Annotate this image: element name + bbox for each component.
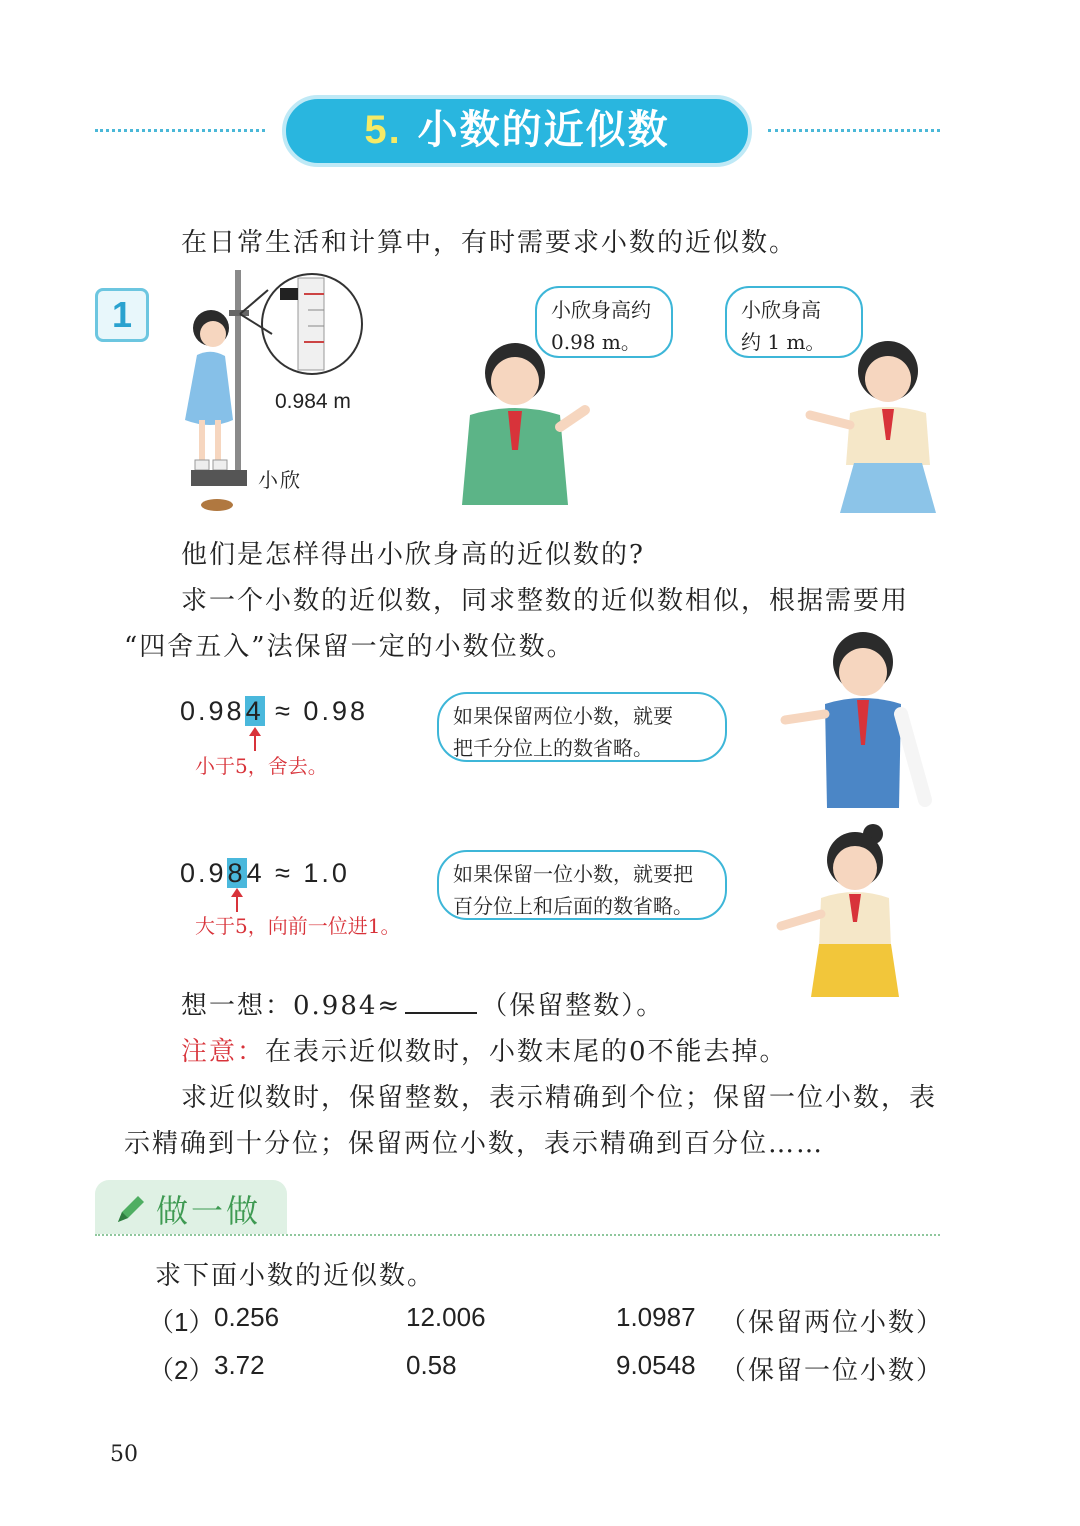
row1-note: （保留两位小数） xyxy=(720,1308,945,1338)
notice-body: 在表示近似数时，小数末尾的0不能去掉。 xyxy=(265,1037,788,1067)
example-number-badge: 1 xyxy=(95,288,149,342)
row2-note: （保留一位小数） xyxy=(720,1356,945,1386)
girl-bubble-line1: 小欣身高 xyxy=(741,298,821,322)
think-question xyxy=(181,985,664,1022)
answer-blank[interactable] xyxy=(405,988,477,1014)
section-title xyxy=(282,95,752,167)
think-suffix: （保留整数）。 xyxy=(481,991,665,1021)
rounding1-arrow xyxy=(254,735,256,751)
girl-bubble-line2: 约 1 m。 xyxy=(741,330,826,354)
pencil-icon xyxy=(114,1192,148,1226)
title-dots-left xyxy=(95,129,265,132)
boy-bubble-line1: 小欣身高约 xyxy=(551,298,651,322)
rounding2-before: 0.9 xyxy=(180,858,227,888)
magnifier-circle xyxy=(258,270,378,390)
girl-illustration xyxy=(800,335,950,515)
intro-text: 在日常生活和计算中，有时需要求小数的近似数。 xyxy=(181,228,798,258)
row2-value-b: 0.58 xyxy=(406,1350,457,1380)
rounding-expression-2 xyxy=(180,858,350,889)
boy-illustration xyxy=(440,335,590,515)
rounding2-after: 4 ≈ 1.0 xyxy=(246,858,350,888)
explain-line-2: “四舍五入”法保留一定的小数位数。 xyxy=(124,632,575,662)
row1-value-a: 0.256 xyxy=(214,1302,280,1332)
measurement-label: 0.984 m xyxy=(275,390,351,413)
practice-divider xyxy=(95,1234,940,1236)
practice-label: 做一做 xyxy=(156,1192,262,1230)
row2-value-c: 9.0548 xyxy=(616,1350,696,1380)
notice-text xyxy=(181,1031,788,1068)
rounding1-note: 小于5，舍去。 xyxy=(195,754,328,778)
rounding2-highlight-digit: 8 xyxy=(227,858,246,888)
row2-index: （2） xyxy=(148,1355,215,1385)
page-number: 50 xyxy=(110,1442,138,1467)
practice-instruction: 求下面小数的近似数。 xyxy=(155,1261,436,1291)
boy-bubble-line2: 0.98 m。 xyxy=(551,330,641,354)
boy-vest-illustration xyxy=(775,630,935,810)
rounding1-after: ≈ 0.98 xyxy=(275,696,368,726)
rounding2-note: 大于5，向前一位进1。 xyxy=(195,914,401,938)
think-prefix: 想一想：0.984≈ xyxy=(181,991,402,1021)
rounding2-speech-bubble xyxy=(437,850,727,920)
rounding-expression-1 xyxy=(180,696,368,727)
rounding1-bubble-line2: 把千分位上的数省略。 xyxy=(453,736,653,760)
rounding1-bubble-line1: 如果保留两位小数，就要 xyxy=(453,704,673,728)
precision-line-1: 求近似数时，保留整数，表示精确到个位；保留一位小数，表 xyxy=(181,1083,938,1113)
notice-label: 注意： xyxy=(181,1037,266,1067)
row1-value-c: 1.0987 xyxy=(616,1302,696,1332)
rounding1-highlight-digit: 4 xyxy=(245,696,264,726)
rounding1-speech-bubble xyxy=(437,692,727,762)
question-text: 他们是怎样得出小欣身高的近似数的? xyxy=(181,540,645,570)
girl-name-label: 小欣 xyxy=(258,468,302,492)
rounding1-before: 0.98 xyxy=(180,696,245,726)
section-title-text: 小数的近似数 xyxy=(417,106,670,153)
girl-ponytail-illustration xyxy=(775,822,915,997)
row2-value-a: 3.72 xyxy=(214,1350,265,1380)
rounding2-bubble-line1: 如果保留一位小数，就要把 xyxy=(453,862,693,886)
precision-line-2: 示精确到十分位；保留两位小数，表示精确到百分位…… xyxy=(124,1129,825,1159)
explain-line-1: 求一个小数的近似数，同求整数的近似数相似，根据需要用 xyxy=(181,586,910,616)
rounding2-bubble-line2: 百分位上和后面的数省略。 xyxy=(453,894,693,918)
section-number: 5. xyxy=(364,108,402,152)
row1-index: （1） xyxy=(148,1307,215,1337)
title-dots-right xyxy=(768,129,940,132)
row1-value-b: 12.006 xyxy=(406,1302,486,1332)
